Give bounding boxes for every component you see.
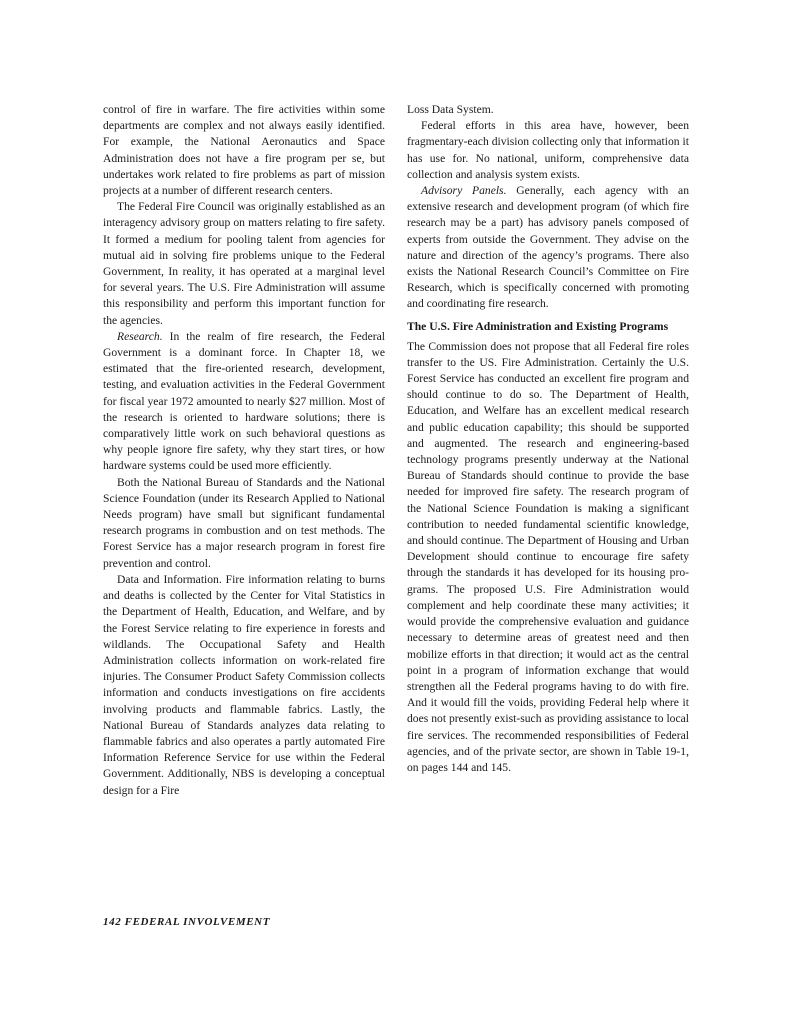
run-in-heading: Advisory Panels. — [421, 184, 507, 198]
page-folio: 142 FEDERAL INVOLVEMENT — [103, 916, 271, 928]
run-in-heading: Research. — [117, 329, 163, 343]
paragraph-text: Generally, each agency with an extensive research and development program (of which fire research may be a part) has advisory panels composed of experts from outside the Government. They advise on the nature and direction of the agency’s programs. There also exists the National Research Council’s Committee on Fire Research, which is specifically concerned with promoting and coordinating fire research. — [407, 184, 689, 311]
paragraph: The Commission does not propose that all Federal fire roles transfer to the US. Fire Administration. Certainly the U.S. Forest Service has conducted an excellent fire program and should continue to do so. The Department of Health, Education, and Welfare has an excellent medical research and public education capability; this should be supported and augmented. The research and engineering-based technology programs presently underway at the National Bureau of Standards should continue to provide the base needed for improved fire safety. The research program of the National Science Foundation is making a significant contribution to needed fundamental scientific knowledge, and should continue. The Department of Housing and Urban Development should continue to encourage fire safety through the standards it has developed for its housing programs. The proposed U.S. Fire Administration would complement and help coordinate these many activities; it would provide the comprehensive evaluation and guidance necessary to determine areas of greatest need and then mobilize efforts in that direction; it would act as the central point in a program of information exchange that would strengthen all the Federal programs having to do with fire. And it would fill the voids, providing Federal help where it does not presently exist-such as providing assistance to local fire services. The recommended responsibilities of Federal agencies, and of the private sector, are shown in Table 19-1, on pages 144 and 145. — [407, 339, 689, 774]
paragraph: Federal efforts in this area have, however, been fragmentary-each division collecting only that information it has use for. No national, uniform, comprehensive data collection and analysis system exists. — [407, 119, 689, 181]
right-column — [407, 102, 689, 776]
paragraph: Both the National Bureau of Standards and the National Science Foundation (under its Research Applied to National Needs program) have small but significant fundamental research programs in combustion and on test methods. The Forest Service has a major research program in forest fire prevention and control. — [103, 475, 385, 570]
paragraph-text: In the realm of fire research, the Federal Government is a dominant force. In Chapter 18, we estimated that the fire-oriented research, development, testing, and evaluation activities in the Federal Government for fiscal year 1972 amounted to nearly $27 million. Most of the research is oriented to hardware solutions; there is comparatively little work on such behavioral questions as why people ignore fire safety, why they start tires, or how hardware systems could be used more efficiently. — [103, 329, 385, 473]
paragraph — [103, 329, 385, 475]
paragraph: Data and Information. Fire information relating to burns and deaths is collected by the Center for Vital Statistics in the Department of Health, Education, and Welfare, and by the Forest Service relating to fire experience in forests and wildlands. The Occupational Safety and Health Administration collects information on work-related fire injuries. The Consumer Product Safety Commission collects information and conducts investigations on fire accidents involving products and flammable fabrics. Lastly, the National Bureau of Standards analyzes data relating to flammable fabrics and also operates a partly automated Fire Information Reference Service for use within the Federal Government. Additionally, NBS is developing a conceptual design for a Fire — [103, 572, 385, 797]
paragraph: control of fire in warfare. The fire activities within some departments are complex and not always easily identified. For example, the National Aeronautics and Space Administration does not have a fire program per se, but undertakes work related to fire problems as part of mission projects at a number of different research centers. — [103, 103, 385, 198]
section-heading: The U.S. Fire Administration and Existing Programs — [407, 319, 669, 333]
paragraph — [407, 183, 689, 313]
paragraph: Loss Data System. — [407, 103, 494, 116]
left-column — [103, 102, 385, 799]
paragraph: The Federal Fire Council was originally established as an interagency advisory group on matters relating to fire safety. It formed a medium for pooling talent from agencies for mutual aid in solving fire problems unique to the Federal Government, In reality, it has operated at a marginal level for several years. The U.S. Fire Administration will assume this responsibility and perform this important function for the agencies. — [103, 200, 385, 327]
